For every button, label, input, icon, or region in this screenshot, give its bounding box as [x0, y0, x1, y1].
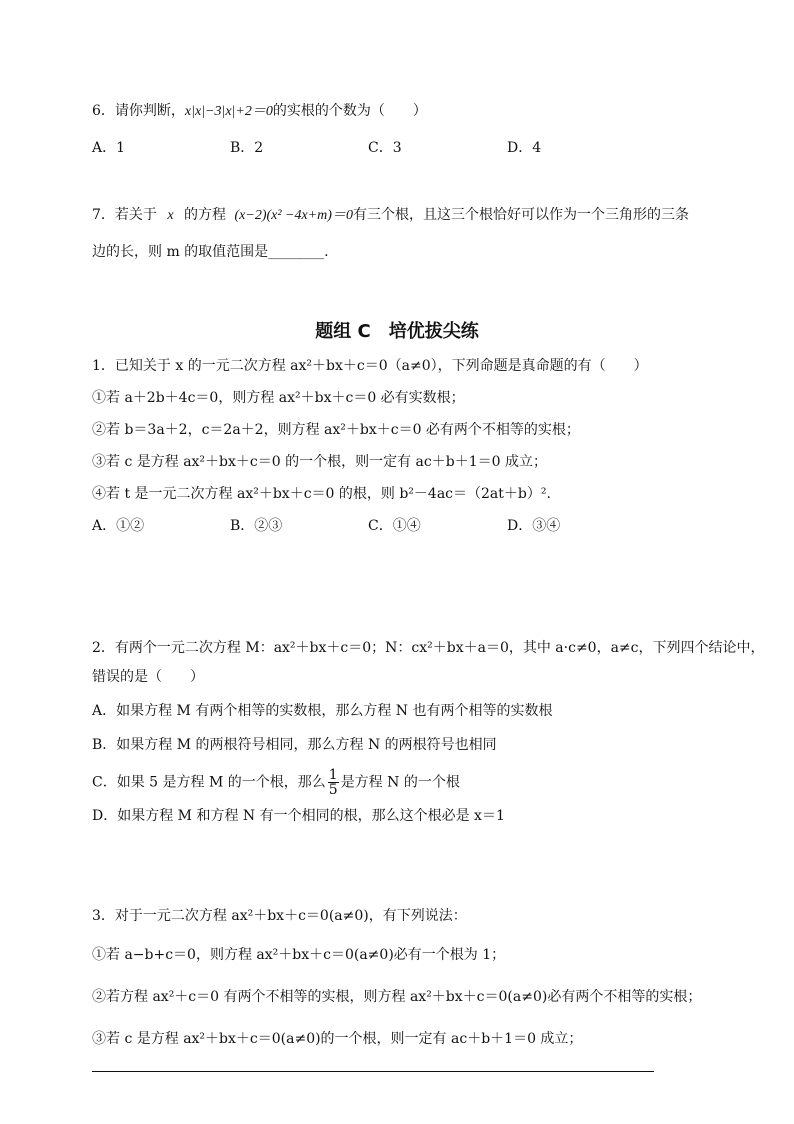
q7-part2: 的方程 [184, 207, 227, 223]
c2-stem-line1: 2．有两个一元二次方程 M：ax²＋bx＋c＝0；N：cx²＋bx＋a＝0，其中 a·c≠0，a≠c，下列四个结论中， [92, 640, 765, 656]
section-title: 题组 C 培优拔尖练 [315, 321, 479, 342]
q7-formula: (x−2)(x² −4x+m)＝0 [234, 208, 353, 223]
c2-option-c[interactable] [92, 768, 460, 797]
q6-option-a[interactable]: A．1 [92, 140, 126, 156]
c1-item-3: ③若 c 是方程 ax²＋bx＋c＝0 的一个根，则一定有 ac＋b＋1＝0 成立； [92, 454, 547, 470]
fraction-numerator: 1 [328, 767, 338, 783]
q7-part3: 有三个根，且这三个根恰好可以作为一个三角形的三条 [352, 207, 689, 223]
q6-prefix: 6．请你判断， [92, 103, 185, 119]
q7-variable: x [167, 208, 174, 223]
c1-option-b[interactable]: B．②③ [230, 518, 283, 534]
fraction-denominator: 5 [328, 782, 338, 798]
c2-option-d[interactable]: D．如果方程 M 和方程 N 有一个相同的根，那么这个根必是 x＝1 [92, 808, 505, 824]
c1-stem: 1．已知关于 x 的一元二次方程 ax²＋bx＋c＝0（a≠0），下列命题是真命题的有（ ） [92, 358, 648, 374]
q6-formula: x|x|−3|x|+2＝0 [184, 104, 273, 119]
c1-options [92, 516, 712, 536]
c1-item-1: ①若 a＋2b＋4c＝0，则方程 ax²＋bx＋c＝0 必有实数根； [92, 390, 465, 406]
c1-option-c[interactable]: C．①④ [368, 518, 421, 534]
c1-item-4: ④若 t 是一元二次方程 ax²＋bx＋c＝0 的根，则 b²－4ac＝（2at＋b）². [92, 486, 551, 502]
q6-suffix: 的实根的个数为（ ） [272, 103, 427, 119]
q6-option-d[interactable]: D．4 [507, 140, 542, 156]
footer-divider [92, 1071, 654, 1072]
c2-option-c-pre: C．如果 5 是方程 M 的一个根，那么 [92, 774, 326, 791]
c3-item-2: ②若方程 ax²＋c＝0 有两个不相等的实根，则方程 ax²＋bx＋c＝0(a≠0)必有两个不相等的实根； [92, 989, 702, 1005]
q6-option-c[interactable]: C．3 [368, 140, 402, 156]
c1-option-d[interactable]: D．③④ [507, 518, 561, 534]
c2-option-b[interactable]: B．如果方程 M 的两根符号相同，那么方程 N 的两根符号也相同 [92, 737, 497, 753]
c2-option-a[interactable]: A．如果方程 M 有两个相等的实数根，那么方程 N 也有两个相等的实数根 [92, 703, 553, 719]
c2-stem-line2: 错误的是（ ） [92, 669, 204, 685]
c1-item-2: ②若 b＝3a＋2，c＝2a＋2，则方程 ax²＋bx＋c＝0 必有两个不相等的实根； [92, 422, 580, 438]
c3-item-1: ①若 a−b+c＝0，则方程 ax²＋bx＋c＝0(a≠0)必有一个根为 1； [92, 947, 506, 963]
c1-option-a[interactable]: A．①② [92, 518, 145, 534]
q6-option-b[interactable]: B．2 [230, 140, 264, 156]
fraction-one-fifth [328, 768, 339, 797]
c3-stem: 3．对于一元二次方程 ax²＋bx＋c＝0(a≠0)，有下列说法： [92, 908, 467, 924]
q7-stem-line2: 边的长，则 m 的取值范围是________. [92, 244, 329, 260]
q6-stem [92, 101, 427, 122]
q7-part1: 7．若关于 [92, 207, 157, 223]
c2-option-c-post: 是方程 N 的一个根 [340, 774, 460, 791]
c3-item-3: ③若 c 是方程 ax²＋bx＋c＝0(a≠0)的一个根，则一定有 ac＋b＋1＝0 成立； [92, 1031, 583, 1047]
q7-stem-line1 [92, 205, 689, 226]
q6-options [92, 138, 712, 158]
